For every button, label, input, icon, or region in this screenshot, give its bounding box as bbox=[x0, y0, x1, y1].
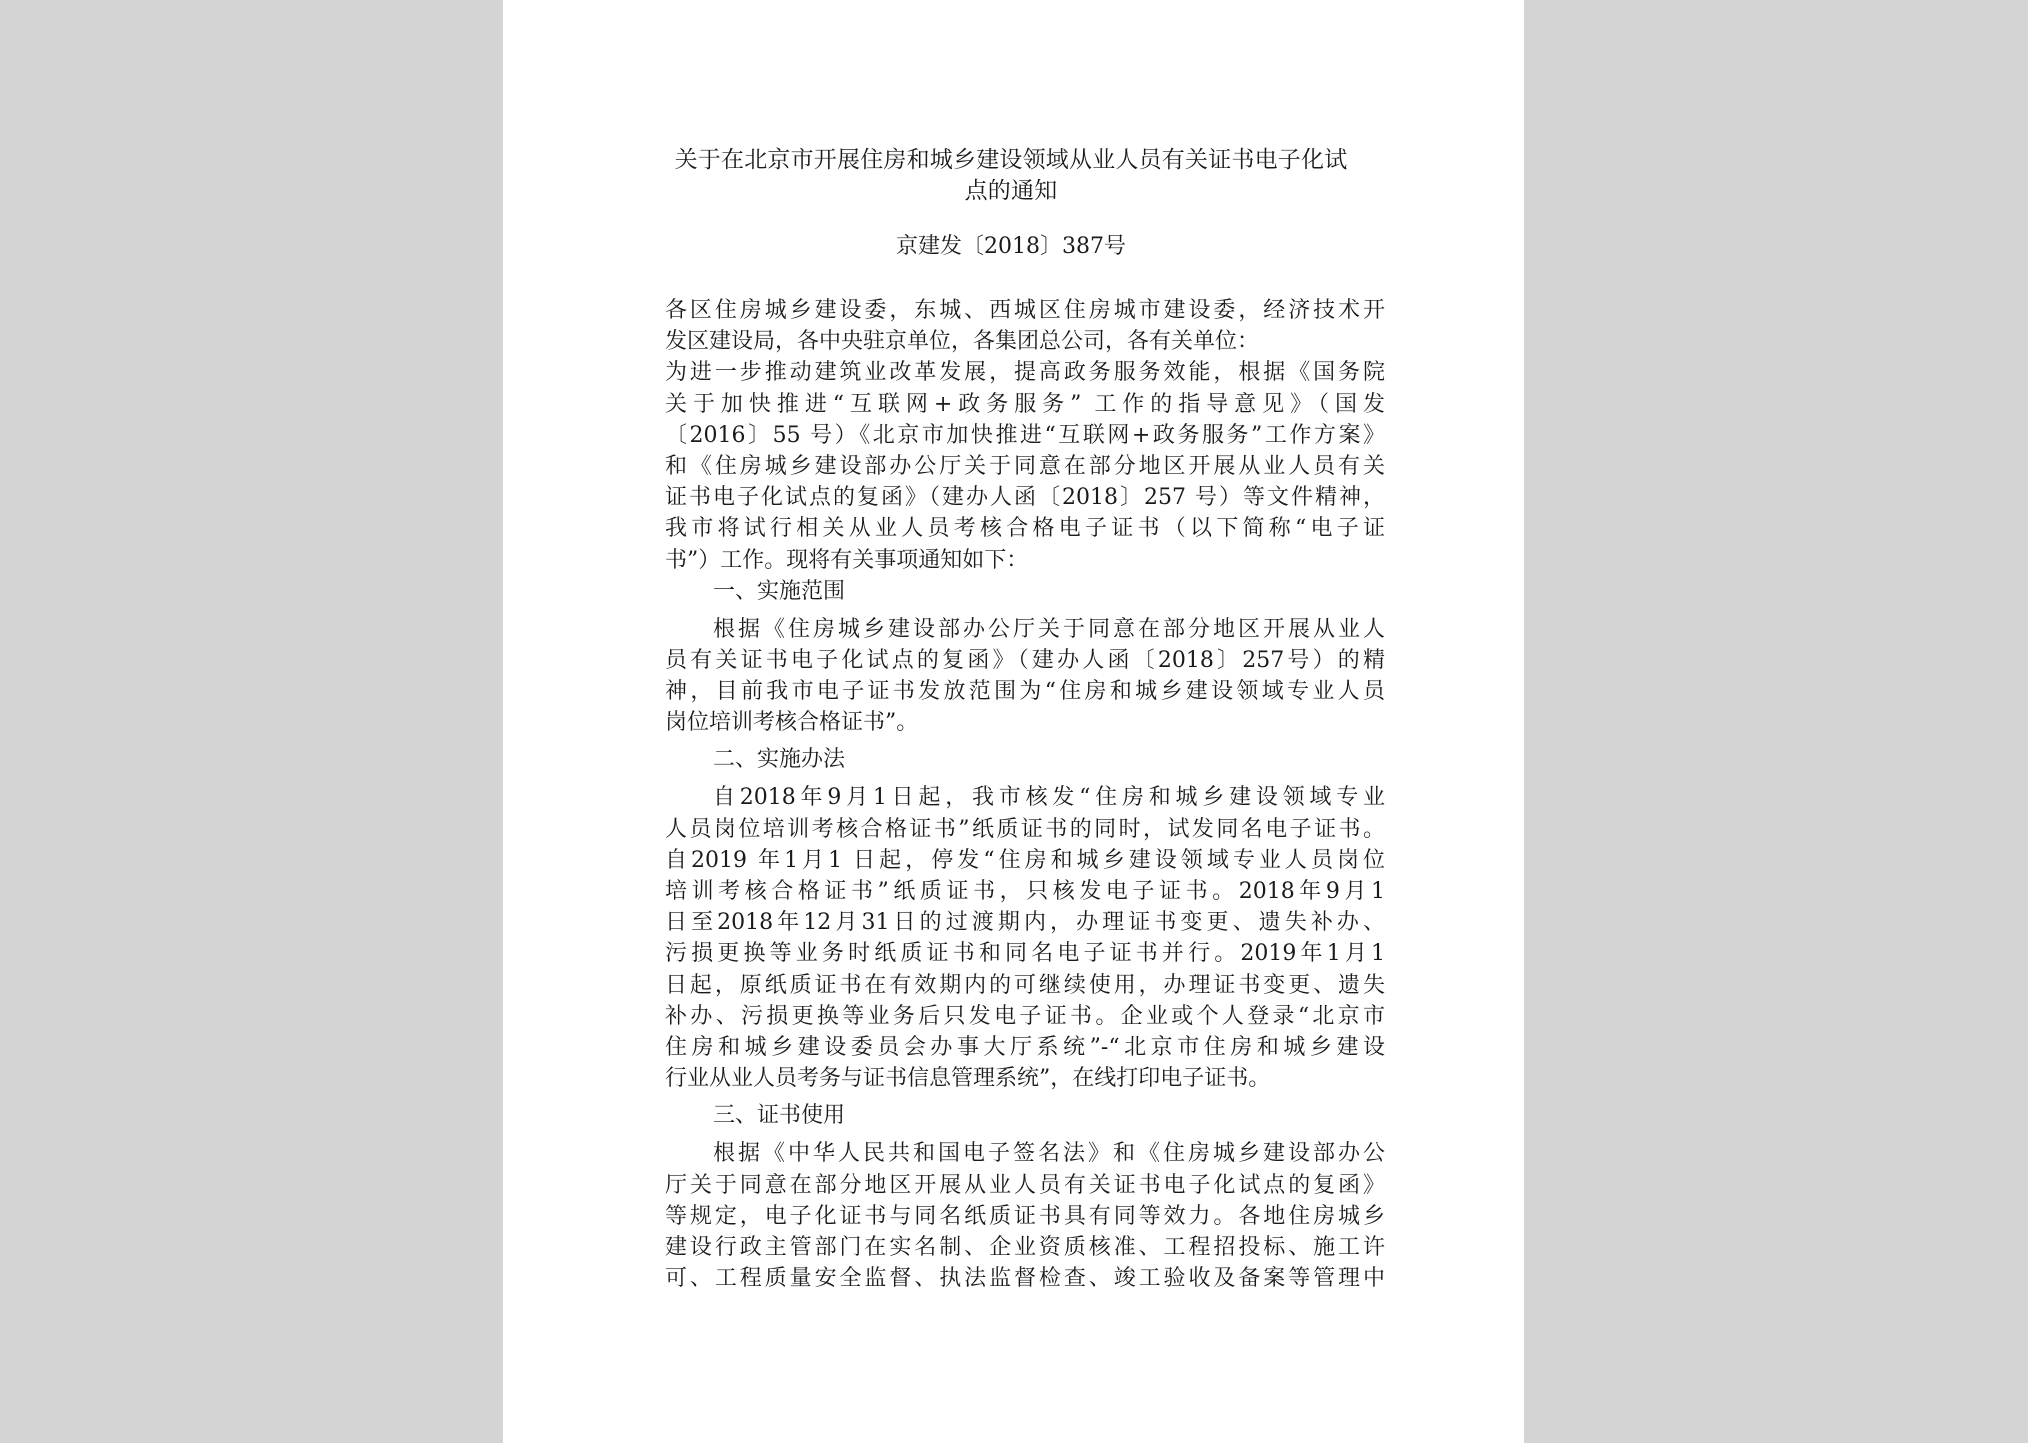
paragraph-line: 根据《中华人民共和国电子签名法》和《住房城乡建设部办公 bbox=[713, 1141, 1385, 1167]
paragraph-line: 行业从业人员考务与证书信息管理系统”，在线打印电子证书。 bbox=[665, 1066, 1271, 1092]
document-body bbox=[665, 295, 1385, 1294]
document-number: 京建发〔2018〕387号 bbox=[896, 234, 1126, 259]
paragraph-line: 污损更换等业务时纸质证书和同名电子证书并行。2019年1月1 bbox=[665, 941, 1385, 967]
section-heading: 三、证书使用 bbox=[713, 1103, 846, 1129]
paragraph-line: 等规定，电子化证书与同名纸质证书具有同等效力。各地住房城乡 bbox=[665, 1203, 1385, 1229]
document-page bbox=[503, 0, 1524, 1443]
paragraph-line: 员有关证书电子化试点的复函》（建办人函〔2018〕257号）的精 bbox=[665, 647, 1385, 673]
title-line-2: 点的通知 bbox=[964, 178, 1058, 204]
paragraph-line: 神，目前我市电子证书发放范围为“住房和城乡建设领域专业人员 bbox=[665, 679, 1385, 705]
paragraph-line: 人员岗位培训考核合格证书”纸质证书的同时，试发同名电子证书。 bbox=[665, 816, 1385, 842]
document-title bbox=[661, 145, 1361, 207]
title-line-1: 关于在北京市开展住房和城乡建设领域从业人员有关证书电子化试 bbox=[674, 147, 1348, 173]
paragraph-line: 自2018年9月1日起，我市核发“住房和城乡建设领域专业 bbox=[713, 785, 1385, 811]
paragraph-line: 建设行政主管部门在实名制、企业资质核准、工程招投标、施工许 bbox=[665, 1234, 1385, 1260]
paragraph-line: 自2019 年1月1 日起，停发“住房和城乡建设领域专业人员岗位 bbox=[665, 847, 1385, 873]
section-heading: 二、实施办法 bbox=[713, 747, 846, 773]
paragraph-line: 可、工程质量安全监督、执法监督检查、竣工验收及备案等管理中 bbox=[665, 1266, 1385, 1292]
paragraph-line: 根据《住房城乡建设部办公厅关于同意在部分地区开展从业人 bbox=[713, 616, 1385, 642]
paragraph-line: 日起，原纸质证书在有效期内的可继续使用，办理证书变更、遗失 bbox=[665, 972, 1385, 998]
paragraph-line: 和《住房城乡建设部办公厅关于同意在部分地区开展从业人员有关 bbox=[665, 453, 1385, 479]
paragraph-line: 书”）工作。现将有关事项通知如下： bbox=[665, 547, 1029, 573]
section-heading: 一、实施范围 bbox=[713, 578, 846, 604]
paragraph-line: 证书电子化试点的复函》（建办人函〔2018〕257 号）等文件精神， bbox=[665, 485, 1385, 511]
paragraph-line: 住房和城乡建设委员会办事大厅系统”-“北京市住房和城乡建设 bbox=[665, 1034, 1385, 1060]
paragraph-line: 厅关于同意在部分地区开展从业人员有关证书电子化试点的复函》 bbox=[665, 1172, 1385, 1198]
paragraph-line: 补办、污损更换等业务后只发电子证书。企业或个人登录“北京市 bbox=[665, 1003, 1385, 1029]
paragraph-line: 日至2018年12月31日的过渡期内，办理证书变更、遗失补办、 bbox=[665, 910, 1385, 936]
paragraph-line: 〔2016〕55 号）《北京市加快推进“互联网+政务服务”工作方案》 bbox=[665, 422, 1385, 448]
paragraph-line: 我市将试行相关从业人员考核合格电子证书（以下简称“电子证 bbox=[665, 516, 1385, 542]
paragraph-line: 岗位培训考核合格证书”。 bbox=[665, 710, 919, 736]
paragraph-line: 关于加快推进“互联网+政务服务” 工作的指导意见》（国发 bbox=[665, 391, 1385, 417]
paragraph-line: 为进一步推动建筑业改革发展，提高政务服务效能，根据《国务院 bbox=[665, 360, 1385, 386]
recipient-line: 各区住房城乡建设委，东城、西城区住房城市建设委，经济技术开 bbox=[665, 298, 1385, 323]
paragraph-line: 培训考核合格证书”纸质证书，只核发电子证书。2018年9月1 bbox=[665, 879, 1385, 904]
recipient-line: 发区建设局，各中央驻京单位，各集团总公司，各有关单位： bbox=[665, 329, 1260, 355]
